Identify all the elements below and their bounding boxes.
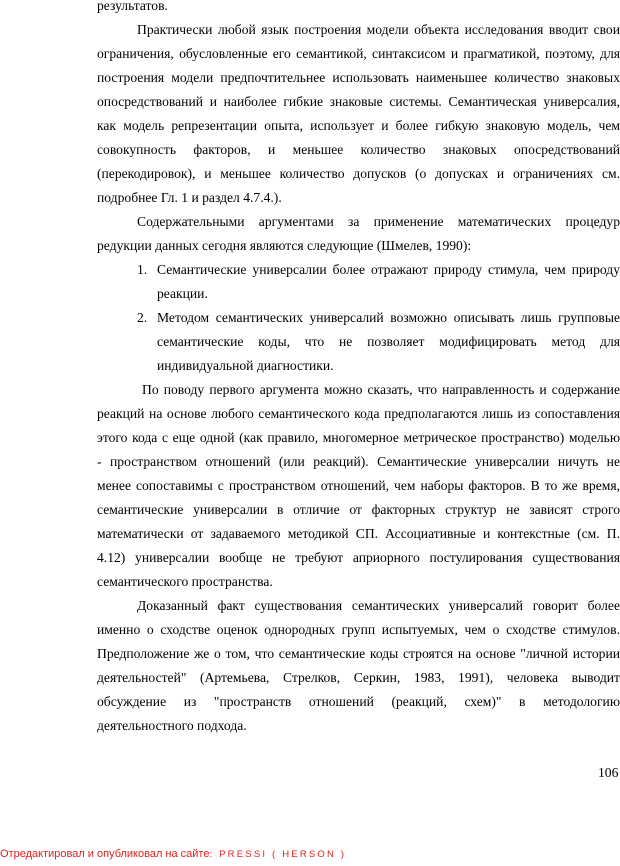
- text-line: семантического пространства.: [97, 574, 273, 589]
- text-line: (перекодировок), и меньшее количество допусков (о допусках и ограничениях см.: [97, 166, 620, 181]
- list-item-text: реакции.: [157, 286, 208, 301]
- text-line: редукции данных сегодня являются следующие (Шмелев, 1990):: [97, 238, 472, 253]
- page-number: 106: [598, 765, 619, 780]
- list-item-text: Семантические универсалии более отражают природу стимула, чем природу: [157, 262, 620, 277]
- text-line: реакций на основе любого семантического кода предполагаются лишь из сопоставления: [97, 406, 620, 421]
- text-line: Содержательными аргументами за применение математических процедур: [137, 214, 620, 229]
- list-number: 2.: [137, 310, 148, 325]
- text-line: Предположение же о том, что семантические коды строятся на основе "личной истории: [97, 646, 620, 661]
- list-item-text: семантические коды, что не позволяет модифицировать метод для: [157, 334, 620, 349]
- text-line: Доказанный факт существования семантических универсалий говорит более: [137, 598, 620, 613]
- text-line: обсуждение из "пространств отношений (реакций, схем)" в методологию: [97, 694, 620, 709]
- text-line: математически от задаваемого методикой СП. Ассоциативные и контекстные (см. П.: [97, 526, 620, 541]
- text-line: деятельностного подхода.: [97, 718, 247, 733]
- page-body: [97, 0, 620, 738]
- list-item-text: индивидуальной диагностики.: [157, 358, 334, 373]
- text-line: подробнее Гл. 1 и раздел 4.7.4.).: [97, 190, 282, 205]
- text-line: деятельностей" (Артемьева, Стрелков, Серкин, 1983, 1991), человека выводит: [97, 670, 620, 685]
- text-line: семантические универсалии в отличие от факторных структур не зависят строго: [97, 502, 620, 517]
- footer-prefix: Отредактировал и опубликовал на сайте: [0, 848, 210, 860]
- text-line: построения модели предпочтительнее использовать наименьшее количество знаковых: [97, 70, 620, 85]
- text-line: менее сопоставимы с пространством отношений, чем наборы факторов. В то же время,: [97, 478, 620, 493]
- list-item: [97, 306, 620, 330]
- footer-credit: [0, 848, 346, 860]
- text-line: - пространством отношений (или реакций). Семантические универсалии ничуть не: [97, 454, 620, 469]
- text-line: 4.12) универсалии вообще не требуют априорного постулирования существования: [97, 550, 620, 565]
- text-line: По поводу первого аргумента можно сказать, что направленность и содержание: [142, 382, 620, 397]
- text-line: ограничения, обусловленные его семантикой, синтаксисом и прагматикой, поэтому, для: [97, 46, 620, 61]
- text-line: Практически любой язык построения модели объекта исследования вводит свои: [137, 22, 620, 37]
- text-line: именно о сходстве оценок однородных групп испытуемых, чем о сходстве стимулов.: [97, 622, 620, 637]
- text-line: как модель репрезентации опыта, использует и более гибкую знаковую модель, чем: [97, 118, 620, 133]
- text-line: совокупность факторов, и меньшее количество знаковых опосредствований: [97, 142, 620, 157]
- list-item: [97, 258, 620, 282]
- text-line: опосредствований и наиболее гибкие знаковые системы. Семантическая универсалия,: [97, 94, 620, 109]
- footer-site-link[interactable]: : PRESSI ( HERSON ): [209, 849, 347, 860]
- list-number: 1.: [137, 262, 148, 277]
- list-item-text: Методом семантических универсалий возможно описывать лишь групповые: [157, 310, 620, 325]
- text-line: этого кода с еще одной (как правило, многомерное метрическое пространство) моделью: [97, 430, 620, 445]
- text-line: результатов.: [97, 0, 168, 13]
